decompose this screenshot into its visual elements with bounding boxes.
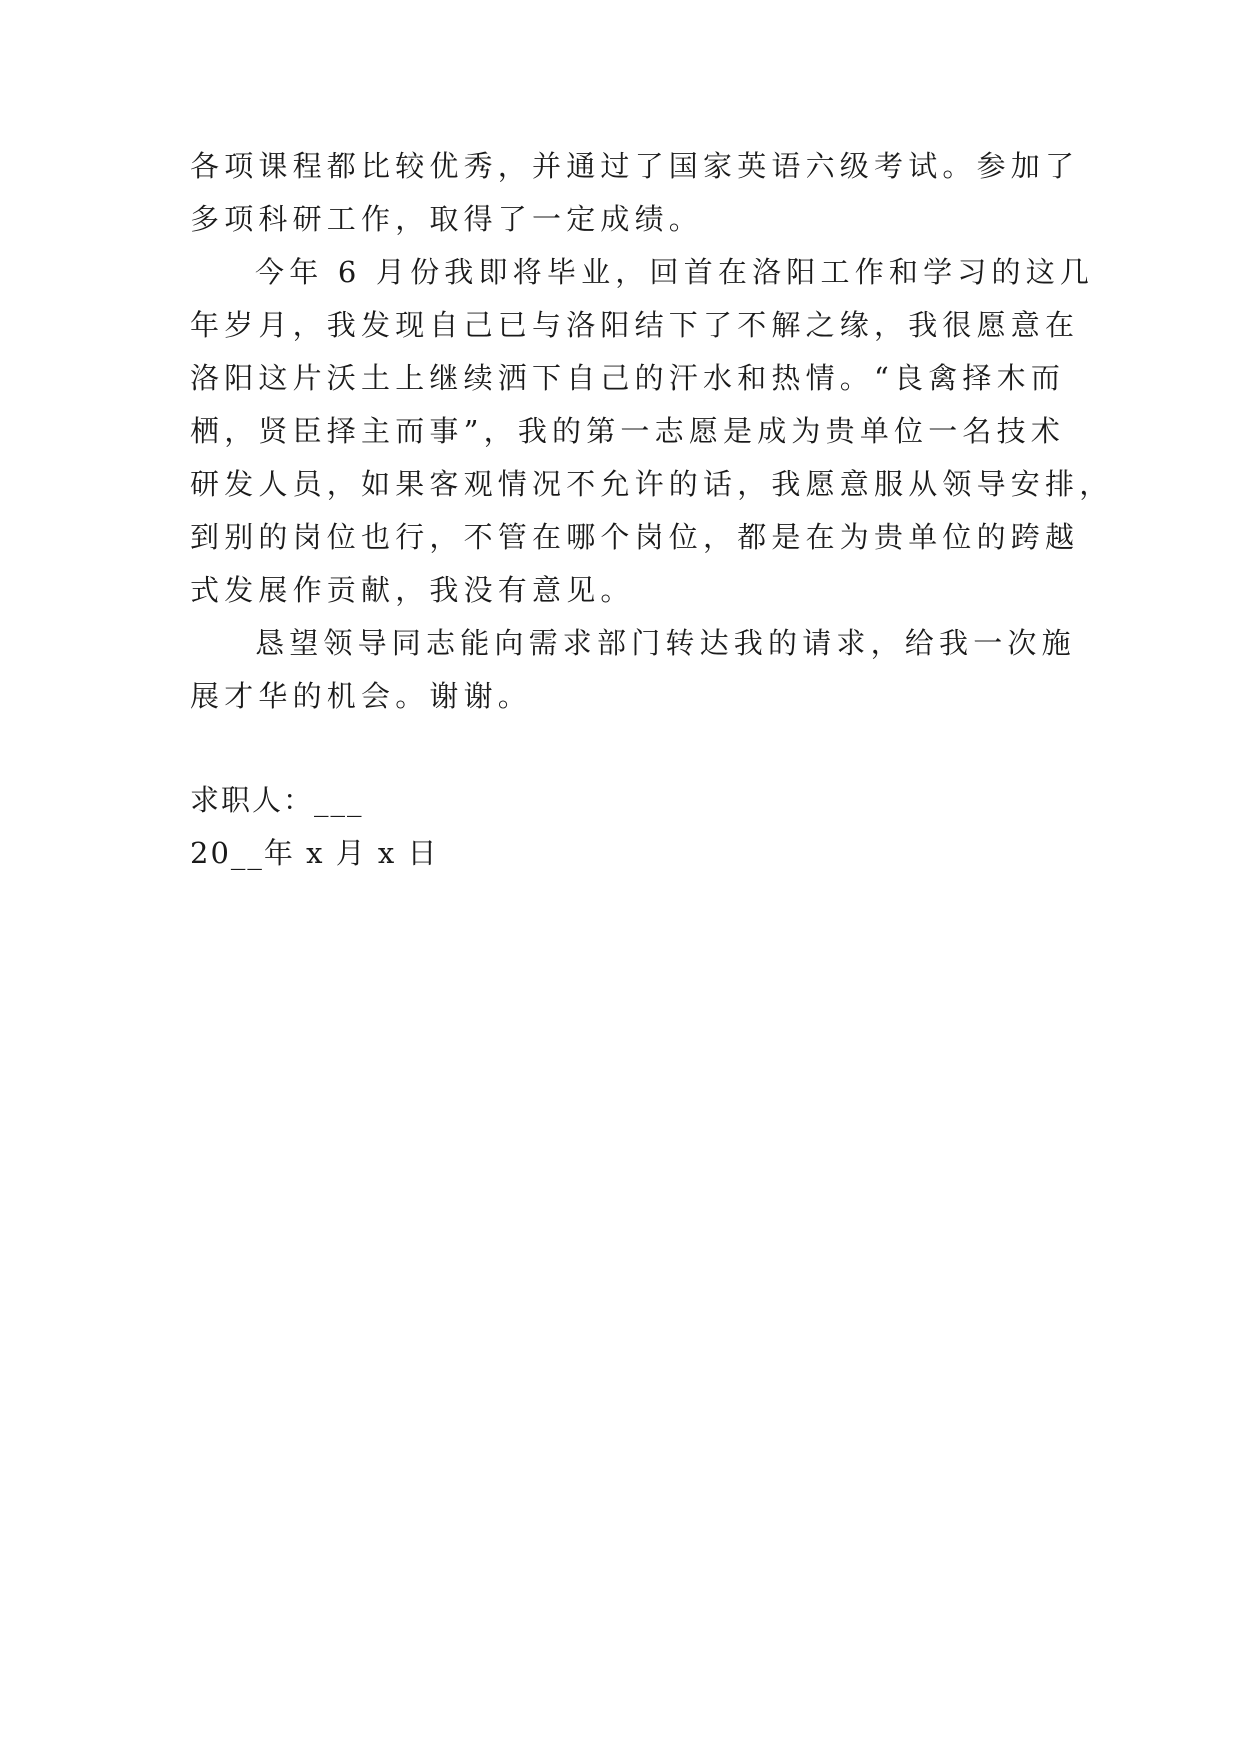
paragraph-2-line-2: 年岁月，我发现自己已与洛阳结下了不解之缘，我很愿意在 xyxy=(190,308,1080,342)
paragraph-2-line-5: 研发人员，如果客观情况不允许的话，我愿意服从领导安排， xyxy=(190,467,1114,501)
paragraph-2-line-4: 栖，贤臣择主而事”，我的第一志愿是成为贵单位一名技术 xyxy=(190,414,1066,448)
paragraph-2-line-7: 式发展作贡献，我没有意见。 xyxy=(190,573,635,607)
paragraph-3-line-1: 恳望领导同志能向需求部门转达我的请求，给我一次施 xyxy=(255,626,1076,660)
applicant-signature-line: 求职人：___ xyxy=(190,783,364,817)
date-line: 20__年 x 月 x 日 xyxy=(190,836,439,870)
paragraph-1-line-2: 多项科研工作，取得了一定成绩。 xyxy=(190,202,704,236)
paragraph-2-line-3: 洛阳这片沃土上继续洒下自己的汗水和热情。“良禽择木而 xyxy=(190,361,1066,395)
paragraph-3-line-2: 展才华的机会。谢谢。 xyxy=(190,679,533,713)
paragraph-2-line-6: 到别的岗位也行，不管在哪个岗位，都是在为贵单位的跨越 xyxy=(190,520,1080,554)
paragraph-2-line-1: 今年 6 月份我即将毕业，回首在洛阳工作和学习的这几 xyxy=(255,255,1095,289)
paragraph-1-line-1: 各项课程都比较优秀，并通过了国家英语六级考试。参加了 xyxy=(190,149,1080,183)
